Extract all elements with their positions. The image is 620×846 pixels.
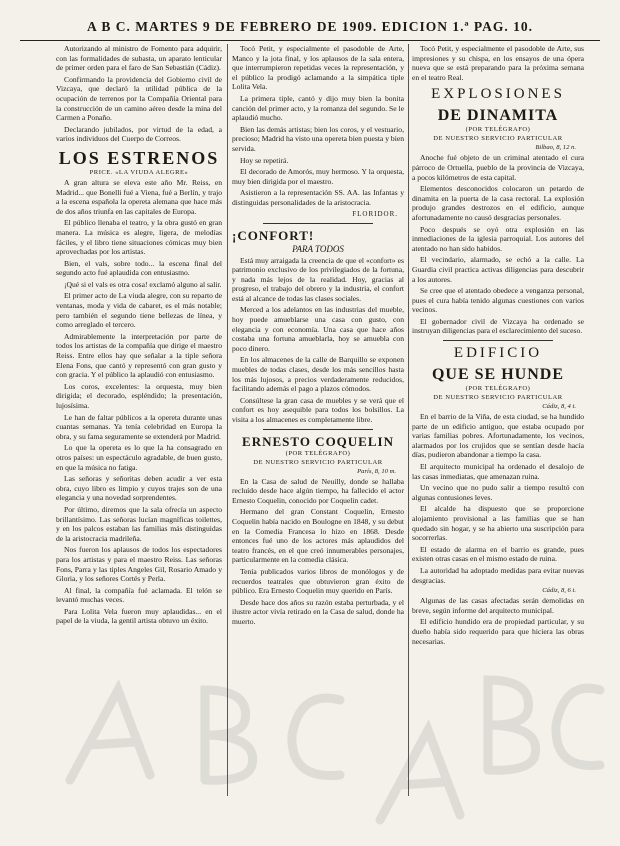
section-subtitle: DE NUESTRO SERVICIO PARTICULAR	[433, 135, 563, 143]
paragraph: El público llenaba el teatro, y la obra gustó en gran manera. La música es alegre, ligera, de melodías fáciles, y el libro tiene situaciones cómicas muy bien aprovechadas por los artistas.	[56, 218, 222, 257]
column-rule-1	[227, 44, 228, 796]
paragraph: La autoridad ha adoptado medidas para evitar nuevas desgracias.	[412, 565, 584, 585]
paragraph: Confirmando la providencia del Gobierno civil de Vizcaya, que declaró la utilidad pública de la ocupación de terrenos por la Compañía Oriental para la construcción de un camino aéreo desde la mina del Carmen a Ponaño.	[56, 74, 222, 123]
section-title-estrenos: LOS ESTRENOS	[58, 147, 220, 168]
paragraph: En los almacenes de la calle de Barquillo se exponen muebles de todas clases, desde los más sencillos hasta los más lujosos, a precios verdaderamente reducidos, facilitando además el pago a plazos cómodos.	[232, 355, 404, 394]
separator-rule	[263, 223, 373, 224]
paragraph: Bien las demás artistas; bien los coros, y el vestuario, precioso; Madrid ha visto una opereta bien puesta y bien servida.	[232, 124, 404, 153]
paragraph: Tocó Petit, y especialmente el pasodoble de Arte, Manco y la jota final, y los aplausos de la sala entera, que interrumpieron repetidas veces la representación, y el público la prodigó aclamando a la simpática tiple Lolita Vela.	[232, 44, 404, 92]
section-subtitle: DE NUESTRO SERVICIO PARTICULAR	[433, 394, 563, 402]
paragraph: El primer acto de La viuda alegre, con su reparto de ventanas, moda y vida de cabaret, es el más notable; pero también el segundo tiene bellezas de línea, y como arreglado el tercero.	[56, 291, 222, 330]
paragraph: ¡Qué si el vals es otra cosa! exclamó alguno al salir.	[64, 279, 222, 289]
paragraph: Los coros, excelentes: la orquesta, muy bien dirigida; el decorado, espléndido; la presentación, lujosísima.	[56, 381, 222, 410]
paragraph: Las señoras y señoritas deben acudir a ver esta obra, cuyo libro es limpio y cuyos trajes son de una elegancia y una novedad sorprendentes.	[56, 474, 222, 503]
paragraph: El arquitecto municipal ha ordenado el desalojo de las casas inmediatas, que amenazan ruina.	[412, 462, 584, 481]
section-title-explosiones: EXPLOSIONES	[431, 86, 565, 103]
paragraph: Elementos desconocidos colocaron un petardo de dinamita en la puerta de la casa rectoral. La explosión produjo grandes destrozos en el edificio, aunque afortunadamente no causó desgracias personales.	[412, 184, 584, 222]
paragraph: Tenía publicados varios libros de monólogos y de recuerdos teatrales que obtuvieron gran éxito de público. Era Ernesto Coquelin muy querido en París.	[232, 566, 404, 596]
section-title-coquelin: ERNESTO COQUELIN	[242, 433, 394, 449]
paragraph: En la Casa de salud de Neuilly, donde se hallaba recluído desde hace algún tiempo, ha fallecido el actor Ernesto Coquelin, conocido por Coquelin cadet.	[232, 476, 404, 505]
paragraph: El gobernador civil de Vizcaya ha ordenado se instruyan diligencias para el esclarecimiento del suceso.	[412, 316, 584, 336]
section-subtitle: (POR TELÉGRAFO)	[465, 126, 531, 134]
paragraph: Tocó Petit, y especialmente el pasodoble de Arte, sus impresiones y su chispa, en los ensayos de una ópera nueva que se está preparando para la próxima semana en el teatro Real.	[412, 44, 584, 82]
paragraph: Admirablemente la interpretación por parte de todos los artistas de la compañía que dirige el maestro Reiss. Entre ellos hay que señalar a la tiple señora Elena Fons, que cantó y representó con gran gusto y con gracia. Y el público la aplaudió con entusiasmo.	[56, 331, 222, 380]
paragraph: Merced a los adelantos en las industrias del mueble, hoy puede amueblarse una casa con gusto, con elegancia y con economía. Una casa que hace años costaba una fortuna amueblarla, hoy se amuebla con poco dinero.	[232, 305, 404, 353]
section-title-hunde: QUE SE HUNDE	[431, 366, 565, 384]
section-title-edificio: EDIFICIO	[453, 345, 543, 362]
paragraph: Asistieron a la representación SS. AA. las Infantas y distinguidas personalidades de la aristocracia.	[232, 188, 404, 207]
separator-rule	[263, 429, 373, 430]
column-rule-2	[408, 44, 409, 796]
paragraph: Lo que la opereta es lo que la ha consagrado en otros países: un espectáculo agradable, de buen gusto, en que la música no fatiga.	[56, 443, 222, 472]
dateline: Cádiz, 8, 4 t.	[542, 403, 576, 411]
paragraph: Hoy se repetirá.	[240, 155, 289, 165]
paragraph: A gran altura se eleva este año Mr. Reiss, en Madrid... que Bonelli fué a Viena, fué a Berlín, y trajo a la escena española la opereta alemana que hace más de dos años triunfa en las capitales de Europa.	[56, 177, 222, 216]
paragraph: Algunas de las casas afectadas serán demolidas en breve, según informe del arquitecto municipal.	[412, 596, 584, 615]
paragraph: Declarando jubilados, por virtud de la edad, a varios individuos del Cuerpo de Correos.	[56, 124, 222, 144]
dateline: Cádiz, 8, 6 t.	[542, 587, 576, 595]
paragraph: El decorado de Amorós, muy hermoso. Y la orquesta, muy bien dirigida por el maestro.	[232, 167, 404, 186]
masthead: A B C. MARTES 9 DE FEBRERO DE 1909. EDICION 1.ª PAG. 10.	[20, 18, 600, 41]
separator-rule	[443, 340, 553, 341]
paragraph: Un vecino que no pudo salir a tiempo resultó con algunas contusiones leves.	[412, 483, 584, 502]
section-subtitle: PRICE. «LA VIUDA ALEGRE»	[89, 168, 189, 176]
column-3	[412, 44, 584, 804]
paragraph: Está muy arraigada la creencia de que el «confort» es patrimonio exclusivo de los privilegiados de la fortuna, y nada más lejos de la realidad. Hoy, gracias al progreso, el trabajo del obrero y la industria, el confort está al alcance de todas las clases sociales.	[232, 255, 404, 303]
paragraph: La primera tiple, cantó y dijo muy bien la bonita canción del primer acto, y la romanza del segundo. Se le aplaudió mucho.	[232, 93, 404, 123]
paragraph: El vecindario, alarmado, se echó a la calle. La Guardia civil practica activas diligencias para descubrir a los autores.	[412, 255, 584, 284]
paragraph: Le han de faltar públicos a la opereta durante unas cuantas semanas. Ya tenía celebridad en Europa la obra, y su fama seguramente se extenderá por Madrid.	[56, 412, 222, 441]
paragraph: Autorizando al ministro de Fomento para adquirir, con las formalidades de subasta, un aparato lenticular de primer orden para el faro de San Sebastián (Cádiz).	[56, 44, 222, 73]
paragraph: Al final, la compañía fué aclamada. El telón se levantó muchas veces.	[56, 585, 222, 605]
paragraph: Anoche fué objeto de un criminal atentado el cura párroco de Ortuella, pueblo de la provincia de Vizcaya, a pocos kilómetros de esta capital.	[412, 153, 584, 182]
paragraph: En el barrio de la Viña, de esta ciudad, se ha hundido parte de un edificio antiguo, que estaba ocupado por varias familias pobres. Afortunadamente, los vecinos, alarmados por los crujidos que se sentían desde hacía días, pudieron abandonar a tiempo la casa.	[412, 412, 584, 460]
paragraph: Bien, el vals, sobre todo... la escena final del segundo acto fué aplaudida con entusiasmo.	[56, 258, 222, 278]
paragraph: Hermano del gran Constant Coquelin, Ernesto Coquelin había nacido en Boulogne en 1848, y su debut en la Comedia Francesa lo hizo en 1868. Desde entonces fué uno de los actores más aplaudidos del teatro francés, en el que creó innumerables personajes, particularmente en la comedia clásica.	[232, 507, 404, 565]
paragraph: Por último, diremos que la sala ofrecía un aspecto brillantísimo. Las señoras lucían magníficas toilettes, y en los palcos estaban las familias más distinguidas de la aristocracia madrileña.	[56, 504, 222, 543]
paragraph: Desde hace dos años su razón estaba perturbada, y el ilustre actor vivía retirado en la Casa de salud, donde ha muerto.	[232, 597, 404, 626]
paragraph: Consúltese la gran casa de muebles y se verá que el confort es hoy asequible para todos los bolsillos. La visita a los almacenes es completamente libre.	[232, 395, 404, 424]
section-title-confort: ¡CONFORT!	[232, 227, 315, 243]
section-subtitle: (POR TELÉGRAFO)	[465, 385, 531, 393]
column-1	[56, 44, 222, 804]
section-subtitle: DE NUESTRO SERVICIO PARTICULAR	[253, 458, 383, 466]
paragraph: El estado de alarma en el barrio es grande, pues existen otras casas en el mismo estado de ruina.	[412, 544, 584, 564]
section-subtitle-confort: PARA TODOS	[292, 243, 344, 254]
paragraph: Nos fueron los aplausos de todos los espectadores para los artistas y para el maestro Reiss. Las señoras Fons, Parra y las tiples Angeles Gil, Rosario Amado y Gloria, y los señores Cortés y Perla.	[56, 545, 222, 584]
section-subtitle: (POR TELÉGRAFO)	[285, 449, 351, 457]
paragraph: Para Lolita Vela fueron muy aplaudidas... en el papel de la viuda, la gentil artista obtuvo un éxito.	[56, 606, 222, 626]
column-2	[232, 44, 404, 804]
paragraph: El alcalde ha dispuesto que se proporcione alojamiento provisional a las familias que se han quedado sin hogar, y se ha abierto una suscripción para socorrerlas.	[412, 504, 584, 543]
dateline: Bilbao, 8, 12 n.	[535, 144, 576, 152]
paragraph: El edificio hundido era de propiedad particular, y su dueño había sido requerido para que hiciera las obras necesarias.	[412, 617, 584, 646]
section-title-dinamita: DE DINAMITA	[437, 107, 559, 125]
dateline: París, 8, 10 m.	[357, 467, 396, 475]
paragraph: Se cree que el atentado obedece a venganza personal, pues el cura había tenido algunas cuestiones con varios vecinos.	[412, 286, 584, 315]
paragraph: Poco después se oyó otra explosión en las inmediaciones de la iglesia parroquial. Los autores del atentado no han sido habidos.	[412, 224, 584, 253]
signature: FLORIDOR.	[352, 209, 398, 218]
